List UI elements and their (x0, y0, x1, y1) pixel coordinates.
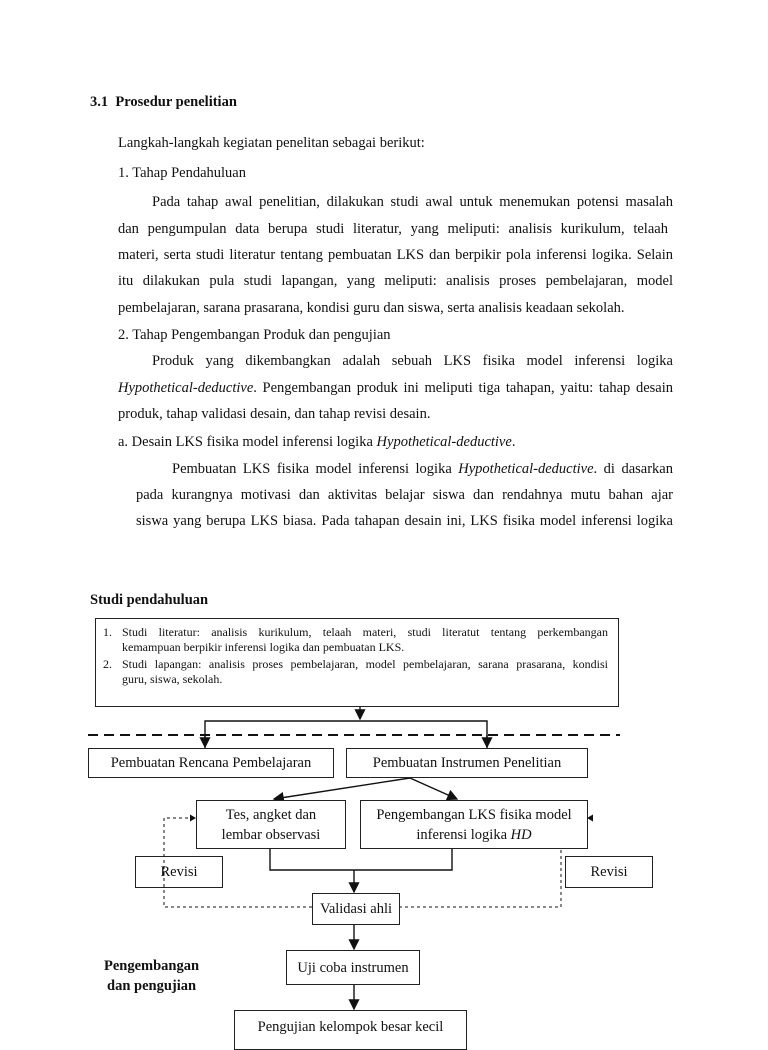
stage2-label: dan pengujian (107, 978, 197, 994)
item-number: 2. (103, 657, 112, 671)
step1-heading: 1. Tahap Pendahuluan (118, 165, 246, 181)
step1-line: dan pengumpulan data berupa studi literatur, yang meliputi: analisis kurikulum, telaah (118, 221, 668, 237)
step2-line: Produk yang dikembangkan adalah sebuah LKS fisika model inferensi logika (152, 353, 673, 369)
step1-line: itu dilakukan pula studi lapangan, yang meliputi: analisis proses pembelajaran, model (118, 273, 673, 289)
study-item-line: Studi lapangan: analisis proses pembelajaran, model pembelajaran, sarana prasarana, kondisi (122, 657, 608, 671)
sub-a-line: siswa yang berupa LKS biasa. Pada tahapan desain ini, LKS fisika model inferensi logika (136, 513, 673, 529)
revisi-right-box: Revisi (565, 856, 653, 888)
tes-angket-box: Tes, angket dan lembar observasi (196, 800, 346, 849)
sub-a-line: pada kurangnya motivasi dan aktivitas belajar siswa dan rendahnya mutu bahan ajar (136, 487, 673, 503)
step2-line: Hypothetical-deductive. Pengembangan produk ini meliputi tiga tahapan, yaitu: tahap desain (118, 380, 673, 396)
study-item-line: guru, siswa, sekolah. (122, 672, 223, 686)
step1-line: materi, serta studi literatur tentang pembuatan LKS dan berpikir pola inferensi logika. Selain (118, 247, 673, 263)
section-heading: 3.1 Prosedur penelitian (90, 94, 237, 110)
instrumen-box: Pembuatan Instrumen Penelitian (346, 748, 588, 778)
step1-line: Pada tahap awal penelitian, dilakukan studi awal untuk menemukan potensi masalah (152, 194, 673, 210)
study-item-line: Studi literatur: analisis kurikulum, telaah materi, studi literatut tentang perkembangan (122, 625, 608, 639)
sub-a-line: Pembuatan LKS fisika model inferensi logika Hypothetical-deductive. di dasarkan (172, 461, 673, 477)
step1-line: pembelajaran, sarana prasarana, kondisi guru dan siswa, serta analisis keadaan sekolah. (118, 300, 625, 316)
uji-coba-box: Uji coba instrumen (286, 950, 420, 985)
stage2-label: Pengembangan (104, 958, 200, 974)
step2-line: produk, tahap validasi desain, dan tahap revisi desain. (118, 406, 431, 422)
stage1-label: Studi pendahuluan (90, 592, 209, 608)
sub-a-heading: a. Desain LKS fisika model inferensi logika Hypothetical-deductive. (118, 434, 516, 450)
lks-development-box: Pengembangan LKS fisika model inferensi logika HD (360, 800, 588, 849)
revisi-left-box: Revisi (135, 856, 223, 888)
validasi-box: Validasi ahli (312, 893, 400, 925)
step2-heading: 2. Tahap Pengembangan Produk dan pengujian (118, 327, 391, 343)
studi-pendahuluan-box (95, 618, 619, 707)
rpp-box: Pembuatan Rencana Pembelajaran (88, 748, 334, 778)
study-item-line: kemampuan berpikir inferensi logika dan pembuatan LKS. (122, 640, 405, 654)
intro-text: Langkah-langkah kegiatan penelitan sebagai berikut: (118, 135, 425, 151)
pengujian-box: Pengujian kelompok besar kecil (234, 1010, 467, 1050)
item-number: 1. (103, 625, 112, 639)
